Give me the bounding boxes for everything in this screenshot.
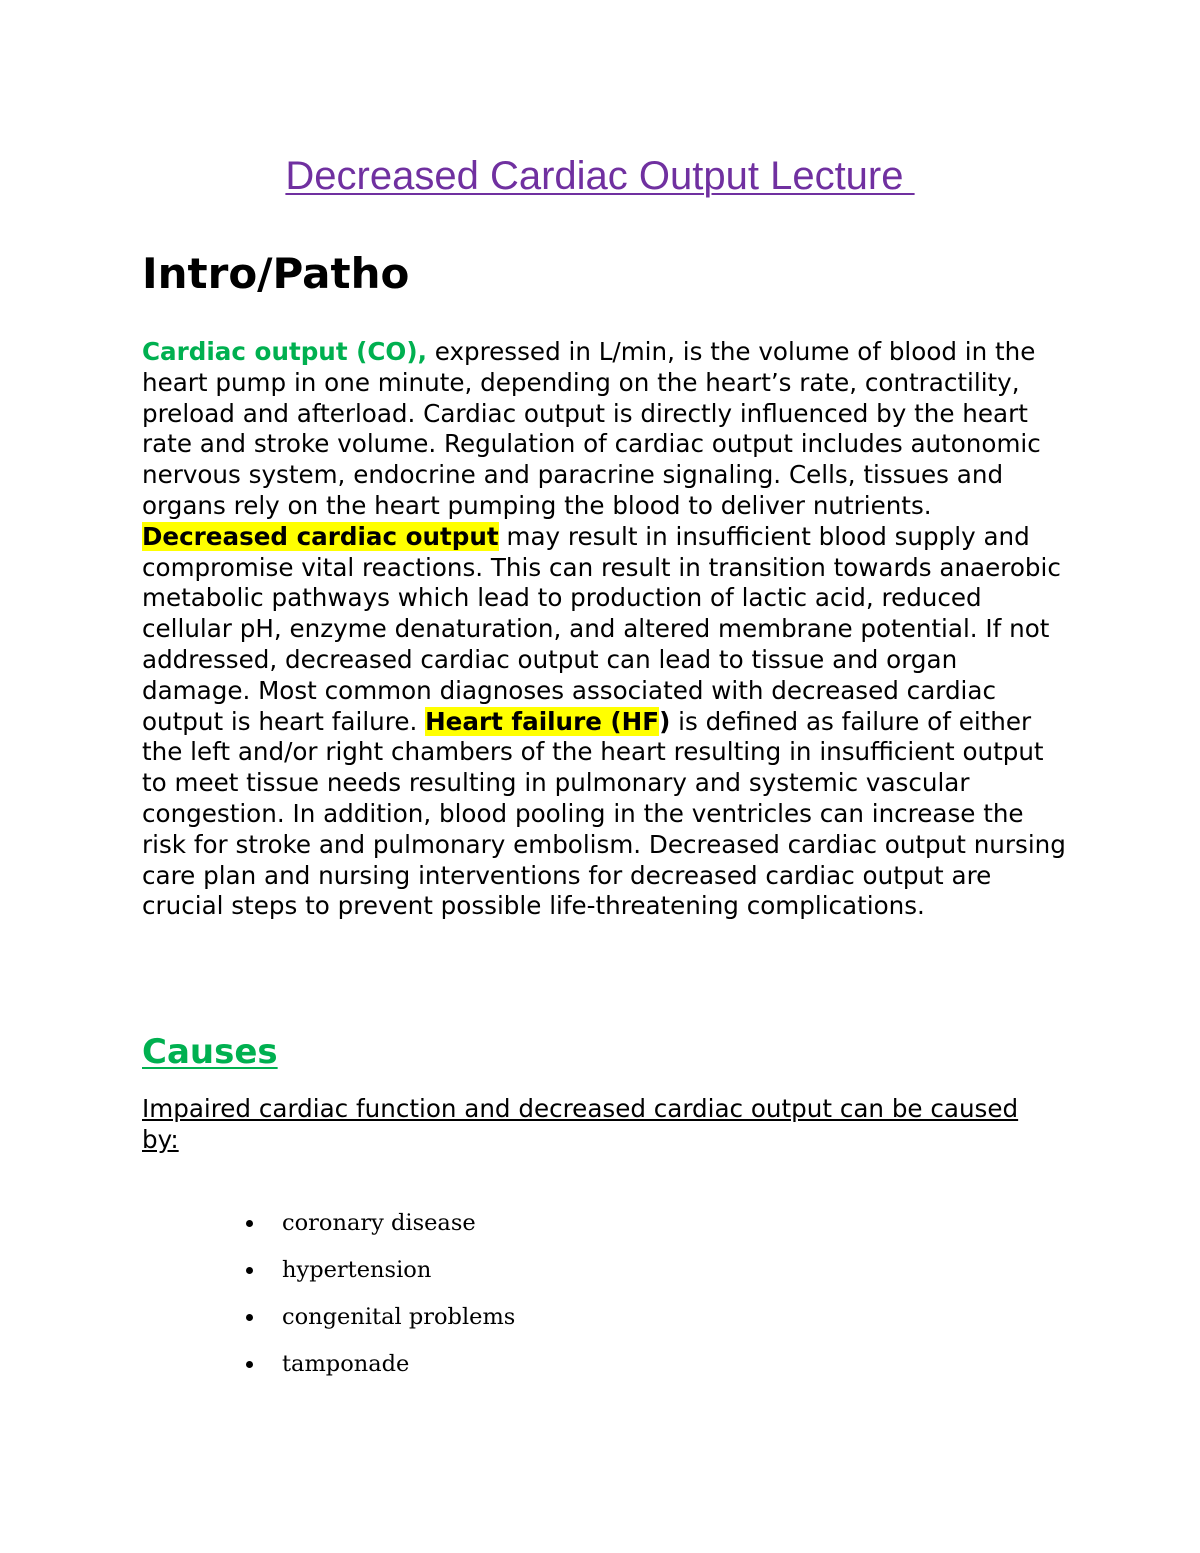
intro-text-1: expressed in L/min, is the volume of blood in the heart pump in one minute, depending on the heart’s rate, contractility, preload and afterload. Cardiac output is directly influenced by the heart rate and stroke volume. Regulation of cardiac output includes autonomic nervous system, endocrine and paracrine signaling. Cells, tissues and organs rely on the heart pumping the blood to deliver nutrients. bbox=[142, 337, 1041, 520]
causes-heading: Causes bbox=[142, 1032, 278, 1072]
heart-failure-paren: ) bbox=[659, 706, 671, 736]
bullet-icon bbox=[246, 1220, 253, 1227]
list-item-label: coronary disease bbox=[282, 1210, 476, 1236]
intro-text-2: may result in insufficient blood supply and compromise vital reactions. This can result in transition towards anaerobic metabolic pathways which lead to production of lactic acid, reduced cellular pH, enzyme denaturation, and altered membrane potential. If not addressed, decreased cardiac output can lead to tissue and organ damage. Most common diagnoses associated with decreased cardiac output is heart failure. bbox=[142, 521, 1061, 736]
intro-heading: Intro/Patho bbox=[142, 249, 410, 298]
intro-text-3: is defined as failure of either the left and/or right chambers of the heart resulting in insufficient output to meet tissue needs resulting in pulmonary and systemic vascular congestion. In addition, blood pooling in the ventricles can increase the risk for stroke and pulmonary embolism. Decreased cardiac output nursing care plan and nursing interventions for decreased cardiac output are crucial steps to prevent possible life-threatening complications. bbox=[142, 706, 1066, 921]
list-item-label: hypertension bbox=[282, 1257, 432, 1283]
bullet-icon bbox=[246, 1361, 253, 1368]
document-title: Decreased Cardiac Output Lecture bbox=[285, 154, 915, 198]
bullet-icon bbox=[246, 1314, 253, 1321]
cardiac-output-term: Cardiac output (CO), bbox=[142, 337, 427, 366]
causes-intro: Impaired cardiac function and decreased cardiac output can be caused by: bbox=[142, 1094, 1019, 1154]
list-item-label: tamponade bbox=[282, 1351, 410, 1377]
heart-failure-highlight: Heart failure (HF bbox=[425, 706, 660, 736]
decreased-cardiac-output-highlight: Decreased cardiac output bbox=[142, 521, 499, 551]
list-item-label: congenital problems bbox=[282, 1304, 516, 1330]
bullet-icon bbox=[246, 1267, 253, 1274]
intro-paragraph bbox=[142, 337, 1072, 922]
